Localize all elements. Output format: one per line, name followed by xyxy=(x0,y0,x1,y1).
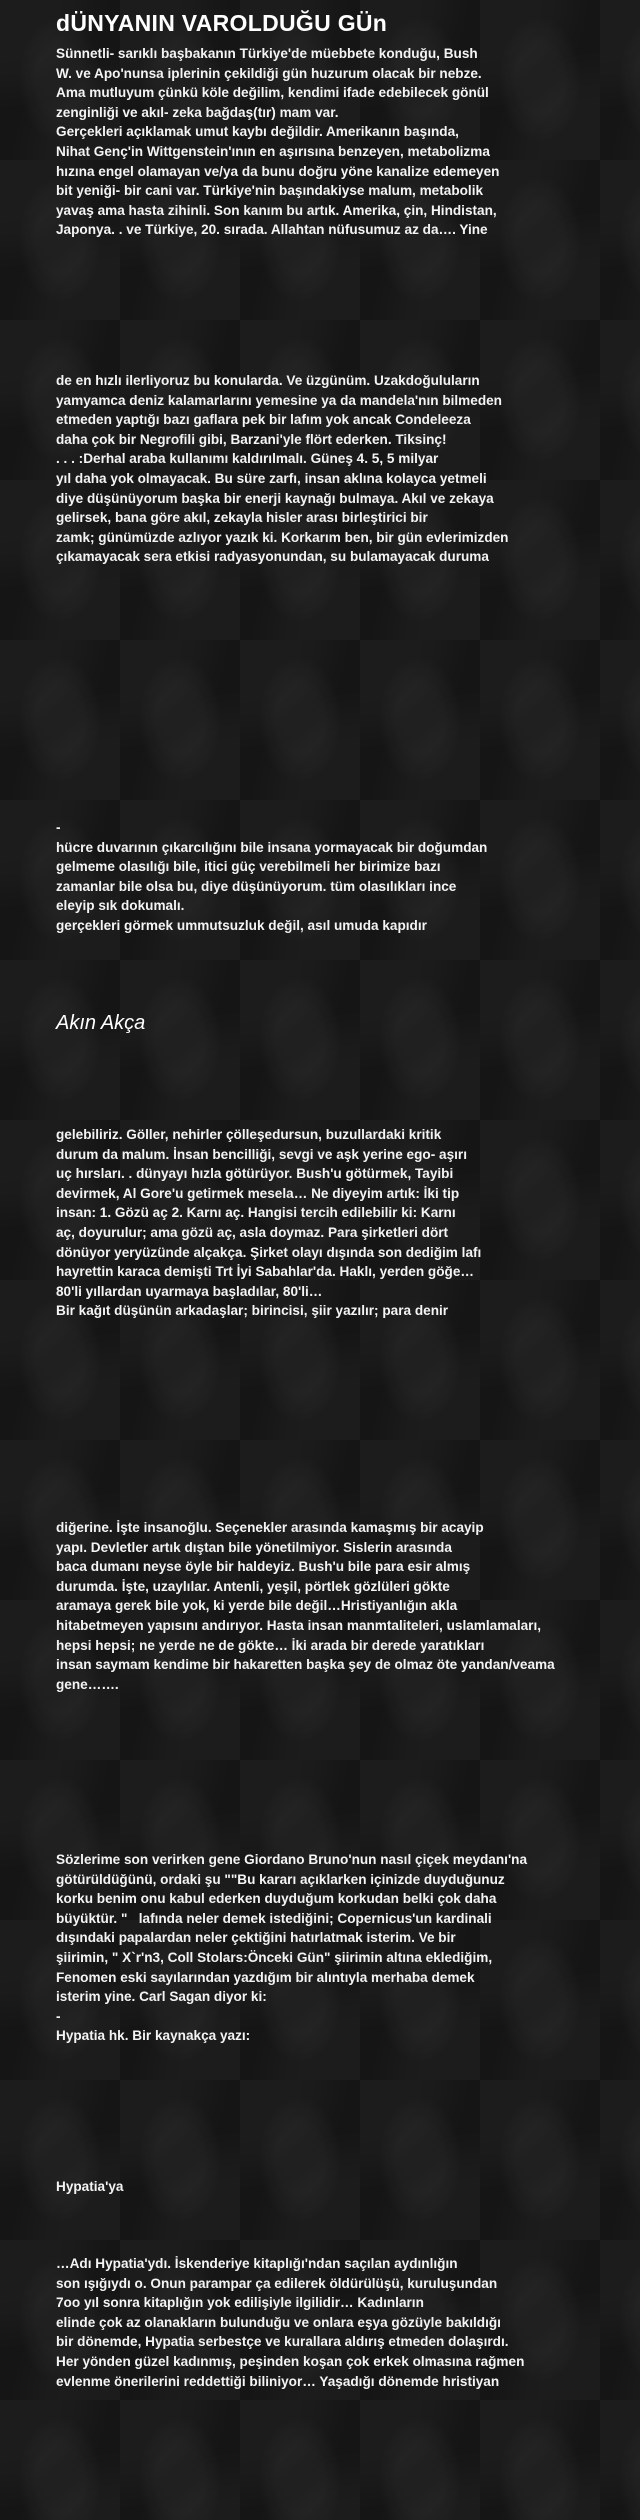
poem-text-block: diğerine. İşte insanoğlu. Seçenekler arasında kamaşmış bir acayip yapı. Devletler artık dıştan bile yönetilmiyor. Sislerin arasında baca dumanı neyse öyle bir haldeyiz. Bush'u bile para esir almış durumda. İşte, uzaylılar. Antenli, yeşil, pörtlek gözlüleri gökte aramaya gerek bile yok, ki yerde bile değil…Hristiyanlığın akla hitabetmeyen yapısını andırıyor. Hasta insan manmtaliteleri, uslamlamaları, hepsi hepsi; ne yerde ne de gökte… İki arada bir derede yaratıkları insan saymam kendime bir hakaretten başka şey de olmaz öte yandan/veama gene……. xyxy=(56,1520,555,1692)
poem-text-block: Sözlerime son verirken gene Giordano Bruno'nun nasıl çiçek meydanı'na götürüldüğünü, ordaki şu ""Bu kararı açıklarken içinizde duyduğunuz korku benim onu kabul ederken duyduğum korkudan belki çok daha büyüktür. " lafında neler demek istediğini; Copernicus'un kardinali dışındaki papalardan neler çektiğini hatırlatmak isterim. Ve bir şiirimin, " X`r'n3, Coll Stolars:Önceki Gün" şiirimin altına eklediğim, Fenomen eski sayılarından yazdığım bir alıntıyla merhaba demek isterim yine. Carl Sagan diyor ki: - Hypatia hk. Bir kaynakça yazı: xyxy=(56,1852,528,2044)
poem-heading-hypatia: Hypatia'ya xyxy=(56,2179,124,2194)
poem-text-block: Sünnetli- sarıklı başbakanın Türkiye'de müebbete konduğu, Bush W. ve Apo'nunsa iplerinin çekildiği gün huzurum olacak bir nebze. Ama mutluyum çünkü köle değilim, kendimi ifade edebilecek gönül zenginliği ve akıl- zeka bağdaş(tır) mam var. Gerçekleri açıklamak umut kaybı değildir. Amerikanın başında, Nihat Genç'in Wittgenstein'ının en aşırısına benzeyen, metabolizma hızına engel olamayan ve/ya da bunu doğru yöne kanalize edemeyen bit yeniği- bir cani var. Türkiye'nin başındakiyse malum, metabolik yavaş ama hasta zihinli. Son kanım bu artık. Amerika, çin, Hindistan, Japonya. . ve Türkiye, 20. sırada. Allahtan nüfusumuz az da…. Yine xyxy=(56,46,500,238)
poem-text-block: …Adı Hypatia'ydı. İskenderiye kitaplığı'ndan saçılan aydınlığın son ışığıydı o. Onun parampar ça edilerek öldürülüşü, kuruluşundan 7oo yıl sonra kitaplığın yok edilişiyle ilgilidir… Kadınların elinde çok az olanakların bulunduğu ve onlara eşya gözüyle bakıldığı bir dönemde, Hypatia serbestçe ve kurallara aldırış etmeden dolaşırdı. Her yönden güzel kadınmış, peşinden koşan çok erkek olmasına rağmen evlenme önerilerini reddettiği biliniyor… Yaşadığı dönemde hristiyan xyxy=(56,2256,525,2389)
author-name: Akın Akça xyxy=(56,1012,146,1034)
poem-text-block: - hücre duvarının çıkarcılığını bile insana yormayacak bir doğumdan gelmeme olasılığı bile, itici güç verebilmeli her birimize bazı zamanlar bile olsa bu, diye düşünüyorum. tüm olasılıkları ince eleyip sık dokumalı. gerçekleri görmek ummutsuzluk değil, asıl umuda kapıdır xyxy=(56,820,488,933)
poem-title: dÜNYANIN VAROLDUĞU GÜn xyxy=(56,10,388,36)
poem-text-block: gelebiliriz. Göller, nehirler çölleşedursun, buzullardaki kritik durum da malum. İnsan bencilliği, sevgi ve aşk yerine ego- aşırı uç hırsları. . dünyayı hızla götürüyor. Bush'u götürmek, Tayibi devirmek, Al Gore'u getirmek mesela… Ne diyeyim artık: İki tip insan: 1. Gözü aç 2. Karnı aç. Hangisi tercih edilebilir ki: Karnı aç, doyurulur; ama gözü aç, asla doymaz. Para şirketleri dört dönüyor yeryüzünde alçakça. Şirket olayı dışında son dediğim lafı hayrettin karaca demişti Trt İyi Sabahlar'da. Haklı, yerden göğe… 80'li yıllardan uyarmaya başladılar, 80'li… Bir kağıt düşünün arkadaşlar; birincisi, şiir yazılır; para denir xyxy=(56,1127,482,1319)
poem-text-block: de en hızlı ilerliyoruz bu konularda. Ve üzgünüm. Uzakdoğuluların yamyamca deniz kalamarlarını yemesine ya da mandela'nın bilmeden etmeden yaptığı bazı gaflara pek bir lafım yok ancak Condeleeza daha çok bir Negrofili gibi, Barzani'yle flört ederken. Tiksinç! . . . :Derhal araba kullanımı kaldırılmalı. Güneş 4. 5, 5 milyar yıl daha yok olmayacak. Bu süre zarfı, insan aklına kolayca yetmeli diye düşünüyorum başka bir enerji kaynağı bulmaya. Akıl ve zekaya gelirsek, bana göre akıl, zekayla hisler arası birleştirici bir zamk; günümüzde azlıyor yazık ki. Korkarım ben, bir gün evlerimizden çıkamayacak sera etkisi radyasyonundan, su bulamayacak duruma xyxy=(56,373,509,565)
